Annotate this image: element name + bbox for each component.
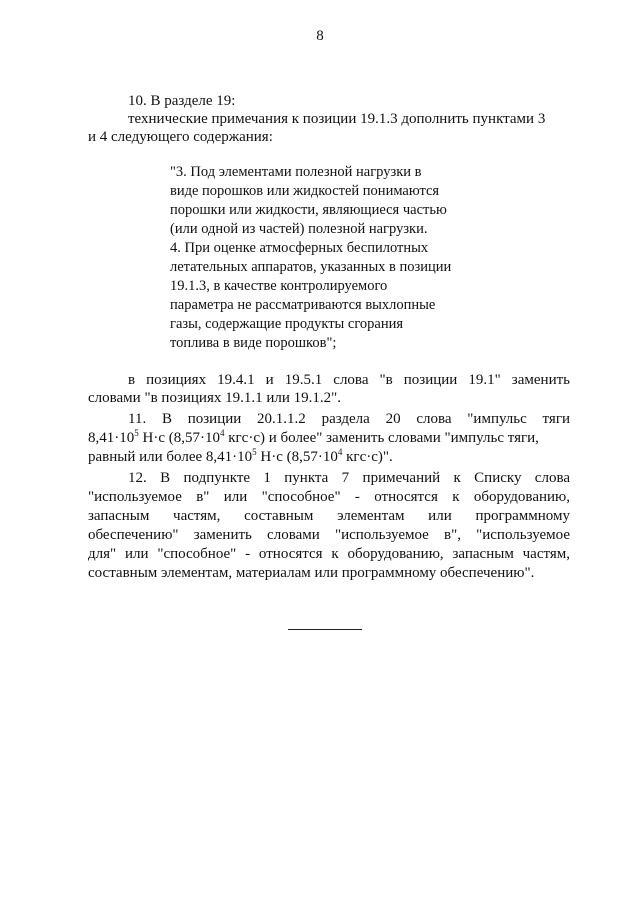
item12-line5: для" или "способное" - относятся к оборудованию, запасным частям, (88, 546, 570, 562)
quote-line: 19.1.3, в качестве контролируемого (170, 278, 388, 294)
item11-line1: 11. В позиции 20.1.1.2 раздела 20 слова "импульс тяги (128, 411, 570, 427)
positions-line2: словами "в позициях 19.1.1 или 19.1.2". (88, 390, 342, 406)
quote-line: порошки или жидкости, являющиеся частью (170, 202, 447, 218)
quote-line: (или одной из частей) полезной нагрузки. (170, 221, 428, 237)
quote-line: виде порошков или жидкостей понимаются (170, 183, 440, 199)
item10-line1: технические примечания к позиции 19.1.3 дополнить пунктами 3 (128, 111, 546, 127)
quote-line: параметра не рассматриваются выхлопные (170, 297, 436, 313)
item10-line2: и 4 следующего содержания: (88, 129, 273, 145)
page-number: 8 (316, 28, 324, 44)
closing-rule (288, 629, 362, 630)
quote-line: летательных аппаратов, указанных в позиции (170, 259, 452, 275)
quote-line: газы, содержащие продукты сгорания (170, 316, 404, 332)
item10-heading: 10. В разделе 19: (128, 93, 236, 109)
quote-line: "3. Под элементами полезной нагрузки в (170, 164, 422, 180)
item12-line3: запасным частям, составным элементам или программному (88, 508, 570, 524)
item11-line3: равный или более $8,41\cdot 10^5$ Н·с ($8,57\cdot 10^4$ кгс·с)". (88, 447, 393, 465)
item12-line6: составным элементам, материалам или программному обеспечению". (88, 565, 535, 581)
positions-line1: в позициях 19.4.1 и 19.5.1 слова "в позиции 19.1" заменить (128, 372, 570, 388)
item12-line2: "используемое в" или "способное" - относятся к оборудованию, (88, 489, 570, 505)
item12-line4: обеспечению" заменить словами "используемое в", "используемое (88, 527, 570, 543)
item12-line1: 12. В подпункте 1 пункта 7 примечаний к Списку слова (128, 470, 570, 486)
quote-line: топлива в виде порошков"; (170, 335, 337, 351)
item11-line2: $8,41\cdot 10^5$ Н·с ($8,57\cdot 10^4$ кгс·с) и более" заменить словами "импульс тяги, (88, 428, 539, 446)
quote-line: 4. При оценке атмосферных беспилотных (170, 240, 429, 256)
